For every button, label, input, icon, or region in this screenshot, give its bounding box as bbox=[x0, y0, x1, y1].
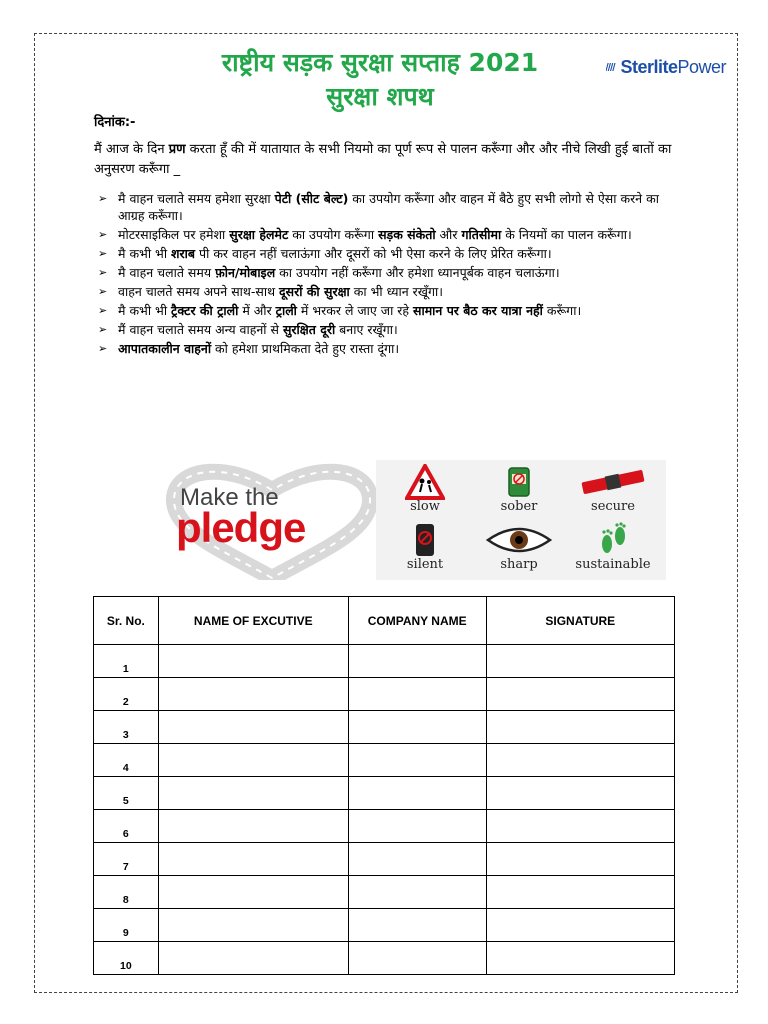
signature-cell[interactable] bbox=[486, 777, 674, 810]
table-row bbox=[94, 777, 675, 810]
pledge-item bbox=[92, 245, 678, 262]
title-line-2: सुरक्षा शपथ bbox=[326, 82, 434, 111]
logo-stripes-icon bbox=[606, 59, 617, 75]
signature-cell[interactable] bbox=[486, 909, 674, 942]
silent-label: silent bbox=[406, 557, 444, 572]
pledge-emphasis: ट्राली bbox=[275, 303, 297, 318]
signature-cell[interactable] bbox=[486, 843, 674, 876]
table-row bbox=[94, 909, 675, 942]
name-cell[interactable] bbox=[158, 942, 348, 975]
signature-cell[interactable] bbox=[486, 678, 674, 711]
make-the-pledge-banner bbox=[162, 460, 662, 580]
signature-cell[interactable] bbox=[486, 942, 674, 975]
pledge-item bbox=[92, 302, 678, 319]
pledge-text: पी कर वाहन नहीं चलाऊंगा और दूसरों को भी ऐसा करने के लिए प्रेरित करूँगा। bbox=[195, 246, 552, 261]
pledge-text: मोटरसाइकिल पर हमेशा bbox=[118, 227, 230, 242]
name-cell[interactable] bbox=[158, 645, 348, 678]
table-row bbox=[94, 810, 675, 843]
company-cell[interactable] bbox=[348, 777, 486, 810]
name-cell[interactable] bbox=[158, 876, 348, 909]
date-label: दिनांक:- bbox=[94, 115, 136, 130]
name-cell[interactable] bbox=[158, 909, 348, 942]
silent-tile bbox=[380, 520, 470, 578]
pledge-text: को हमेशा प्राथमिकता देते हुए रास्ता दूंगा। bbox=[211, 341, 400, 356]
table-row bbox=[94, 744, 675, 777]
pledge-text: बनाए रखूँगा। bbox=[335, 322, 398, 337]
pledge-item bbox=[92, 340, 678, 357]
signature-cell[interactable] bbox=[486, 810, 674, 843]
pledge-text: मै कभी भी bbox=[118, 303, 172, 318]
no-drink-icon bbox=[499, 464, 539, 500]
pledge-emphasis: सामान पर बैठ कर यात्रा नहीं bbox=[413, 303, 543, 318]
pledge-text: का उपयोग करूँगा bbox=[288, 227, 379, 242]
slow-label: slow bbox=[410, 499, 440, 514]
pledge-item bbox=[92, 283, 678, 300]
pledge-emphasis: पेटी (सीट बेल्ट) bbox=[274, 191, 349, 206]
pledge-item bbox=[92, 190, 678, 224]
pledge-text: और bbox=[435, 227, 462, 242]
arrow-bullet-icon: ➢ bbox=[98, 285, 108, 298]
pledge-list bbox=[92, 190, 678, 359]
company-cell[interactable] bbox=[348, 711, 486, 744]
sustainable-tile bbox=[568, 520, 658, 578]
warning-triangle-icon bbox=[405, 464, 445, 500]
pledge-text: में और bbox=[238, 303, 276, 318]
company-cell[interactable] bbox=[348, 744, 486, 777]
pledge-text: का उपयोग करूँगा और वाहन में बैठे हुए सभी लोगो से ऐसा करने का आग्रह करूँगा। bbox=[118, 191, 659, 223]
signature-cell[interactable] bbox=[486, 711, 674, 744]
pledge-emphasis: सुरक्षा हेलमेट bbox=[229, 227, 289, 242]
pledge-text: का उपयोग नहीं करूँगा और हमेशा ध्यानपूर्बक वाहन चलाऊंगा। bbox=[275, 265, 560, 280]
pledge-text: pledge bbox=[176, 504, 306, 551]
pledge-item bbox=[92, 321, 678, 338]
pledge-emphasis: फ़ोन/मोबाइल bbox=[215, 265, 276, 280]
pledge-text: में भरकर ले जाए जा रहे bbox=[296, 303, 414, 318]
sr-no-cell: 7 bbox=[94, 843, 159, 876]
pledge-emphasis: सुरक्षित दूरी bbox=[282, 322, 336, 337]
sterlite-power-logo bbox=[606, 56, 726, 78]
pledge-emphasis: ट्रैक्टर की ट्राली bbox=[171, 303, 239, 318]
sober-tile bbox=[474, 462, 564, 520]
arrow-bullet-icon: ➢ bbox=[98, 342, 108, 355]
pledge-text: का भी ध्यान रखूँगा। bbox=[349, 284, 444, 299]
col-header-name: NAME OF EXCUTIVE bbox=[158, 597, 348, 645]
name-cell[interactable] bbox=[158, 711, 348, 744]
table-row bbox=[94, 645, 675, 678]
sharp-label: sharp bbox=[500, 557, 538, 572]
slow-tile bbox=[380, 462, 470, 520]
sr-no-cell: 8 bbox=[94, 876, 159, 909]
pledge-emphasis: शराब bbox=[171, 246, 196, 261]
pledge-text: वाहन चालते समय अपने साथ-साथ bbox=[118, 284, 280, 299]
pledge-text: मैं वाहन चलाते समय अन्य वाहनों से bbox=[118, 322, 283, 337]
sr-no-cell: 9 bbox=[94, 909, 159, 942]
company-cell[interactable] bbox=[348, 678, 486, 711]
col-header-signature: SIGNATURE bbox=[486, 597, 674, 645]
sr-no-cell: 6 bbox=[94, 810, 159, 843]
pledge-text: मै वाहन चलाते समय bbox=[118, 265, 216, 280]
col-header-company: COMPANY NAME bbox=[348, 597, 486, 645]
sr-no-cell: 1 bbox=[94, 645, 159, 678]
arrow-bullet-icon: ➢ bbox=[98, 266, 108, 279]
table-row bbox=[94, 942, 675, 975]
name-cell[interactable] bbox=[158, 810, 348, 843]
eye-icon bbox=[484, 522, 554, 558]
pledge-item bbox=[92, 226, 678, 243]
signature-cell[interactable] bbox=[486, 744, 674, 777]
name-cell[interactable] bbox=[158, 843, 348, 876]
arrow-bullet-icon: ➢ bbox=[98, 323, 108, 336]
sr-no-cell: 3 bbox=[94, 711, 159, 744]
pledge-item bbox=[92, 264, 678, 281]
sustainable-label: sustainable bbox=[575, 557, 651, 572]
intro-paragraph: मैं आज के दिन प्रण करता हूँ की में यातायात के सभी नियमो का पूर्ण रूप से पालन करूँगा और और नीचे लिखी हुई बातों का अनुसरण करूँगा _ bbox=[94, 142, 672, 177]
pledge-text: के नियमों का पालन करूँगा। bbox=[501, 227, 632, 242]
page-title bbox=[160, 46, 600, 114]
name-cell[interactable] bbox=[158, 678, 348, 711]
signature-table bbox=[93, 596, 675, 975]
footprints-icon bbox=[593, 522, 633, 558]
sr-no-cell: 4 bbox=[94, 744, 159, 777]
name-cell[interactable] bbox=[158, 744, 348, 777]
seatbelt-icon bbox=[578, 464, 648, 500]
sr-no-cell: 5 bbox=[94, 777, 159, 810]
signature-cell[interactable] bbox=[486, 876, 674, 909]
arrow-bullet-icon: ➢ bbox=[98, 192, 108, 205]
pledge-text: करूँगा। bbox=[542, 303, 582, 318]
logo-text: SterlitePower bbox=[620, 56, 726, 77]
sharp-tile bbox=[474, 520, 564, 578]
pledge-text: मै वाहन चलाते समय हमेशा सुरक्षा bbox=[118, 191, 275, 206]
signature-cell[interactable] bbox=[486, 645, 674, 678]
pledge-emphasis: आपातकालीन वाहनों bbox=[118, 341, 212, 356]
name-cell[interactable] bbox=[158, 777, 348, 810]
table-row bbox=[94, 711, 675, 744]
pledge-text: मै कभी भी bbox=[118, 246, 172, 261]
table-row bbox=[94, 876, 675, 909]
pledge-emphasis: सड़क संकेतो bbox=[378, 227, 436, 242]
pledge-emphasis: गतिसीमा bbox=[461, 227, 502, 242]
no-phone-icon bbox=[405, 522, 445, 558]
company-cell[interactable] bbox=[348, 810, 486, 843]
secure-label: secure bbox=[591, 499, 635, 514]
arrow-bullet-icon: ➢ bbox=[98, 228, 108, 241]
title-line-1: राष्ट्रीय सड़क सुरक्षा सप्ताह 2021 bbox=[221, 48, 539, 77]
arrow-bullet-icon: ➢ bbox=[98, 247, 108, 260]
sr-no-cell: 10 bbox=[94, 942, 159, 975]
secure-tile bbox=[568, 462, 658, 520]
pledge-emphasis: दूसरों की सुरक्षा bbox=[279, 284, 350, 299]
table-header-row bbox=[94, 597, 675, 645]
make-the-text: Make the bbox=[180, 484, 279, 511]
company-cell[interactable] bbox=[348, 843, 486, 876]
col-header-sr-no: Sr. No. bbox=[94, 597, 159, 645]
table-body bbox=[94, 645, 675, 975]
company-cell[interactable] bbox=[348, 645, 486, 678]
table-row bbox=[94, 843, 675, 876]
table-row bbox=[94, 678, 675, 711]
company-cell[interactable] bbox=[348, 942, 486, 975]
pledge-icon-grid bbox=[376, 460, 666, 580]
sr-no-cell: 2 bbox=[94, 678, 159, 711]
company-cell[interactable] bbox=[348, 909, 486, 942]
sober-label: sober bbox=[500, 499, 538, 514]
company-cell[interactable] bbox=[348, 876, 486, 909]
arrow-bullet-icon: ➢ bbox=[98, 304, 108, 317]
